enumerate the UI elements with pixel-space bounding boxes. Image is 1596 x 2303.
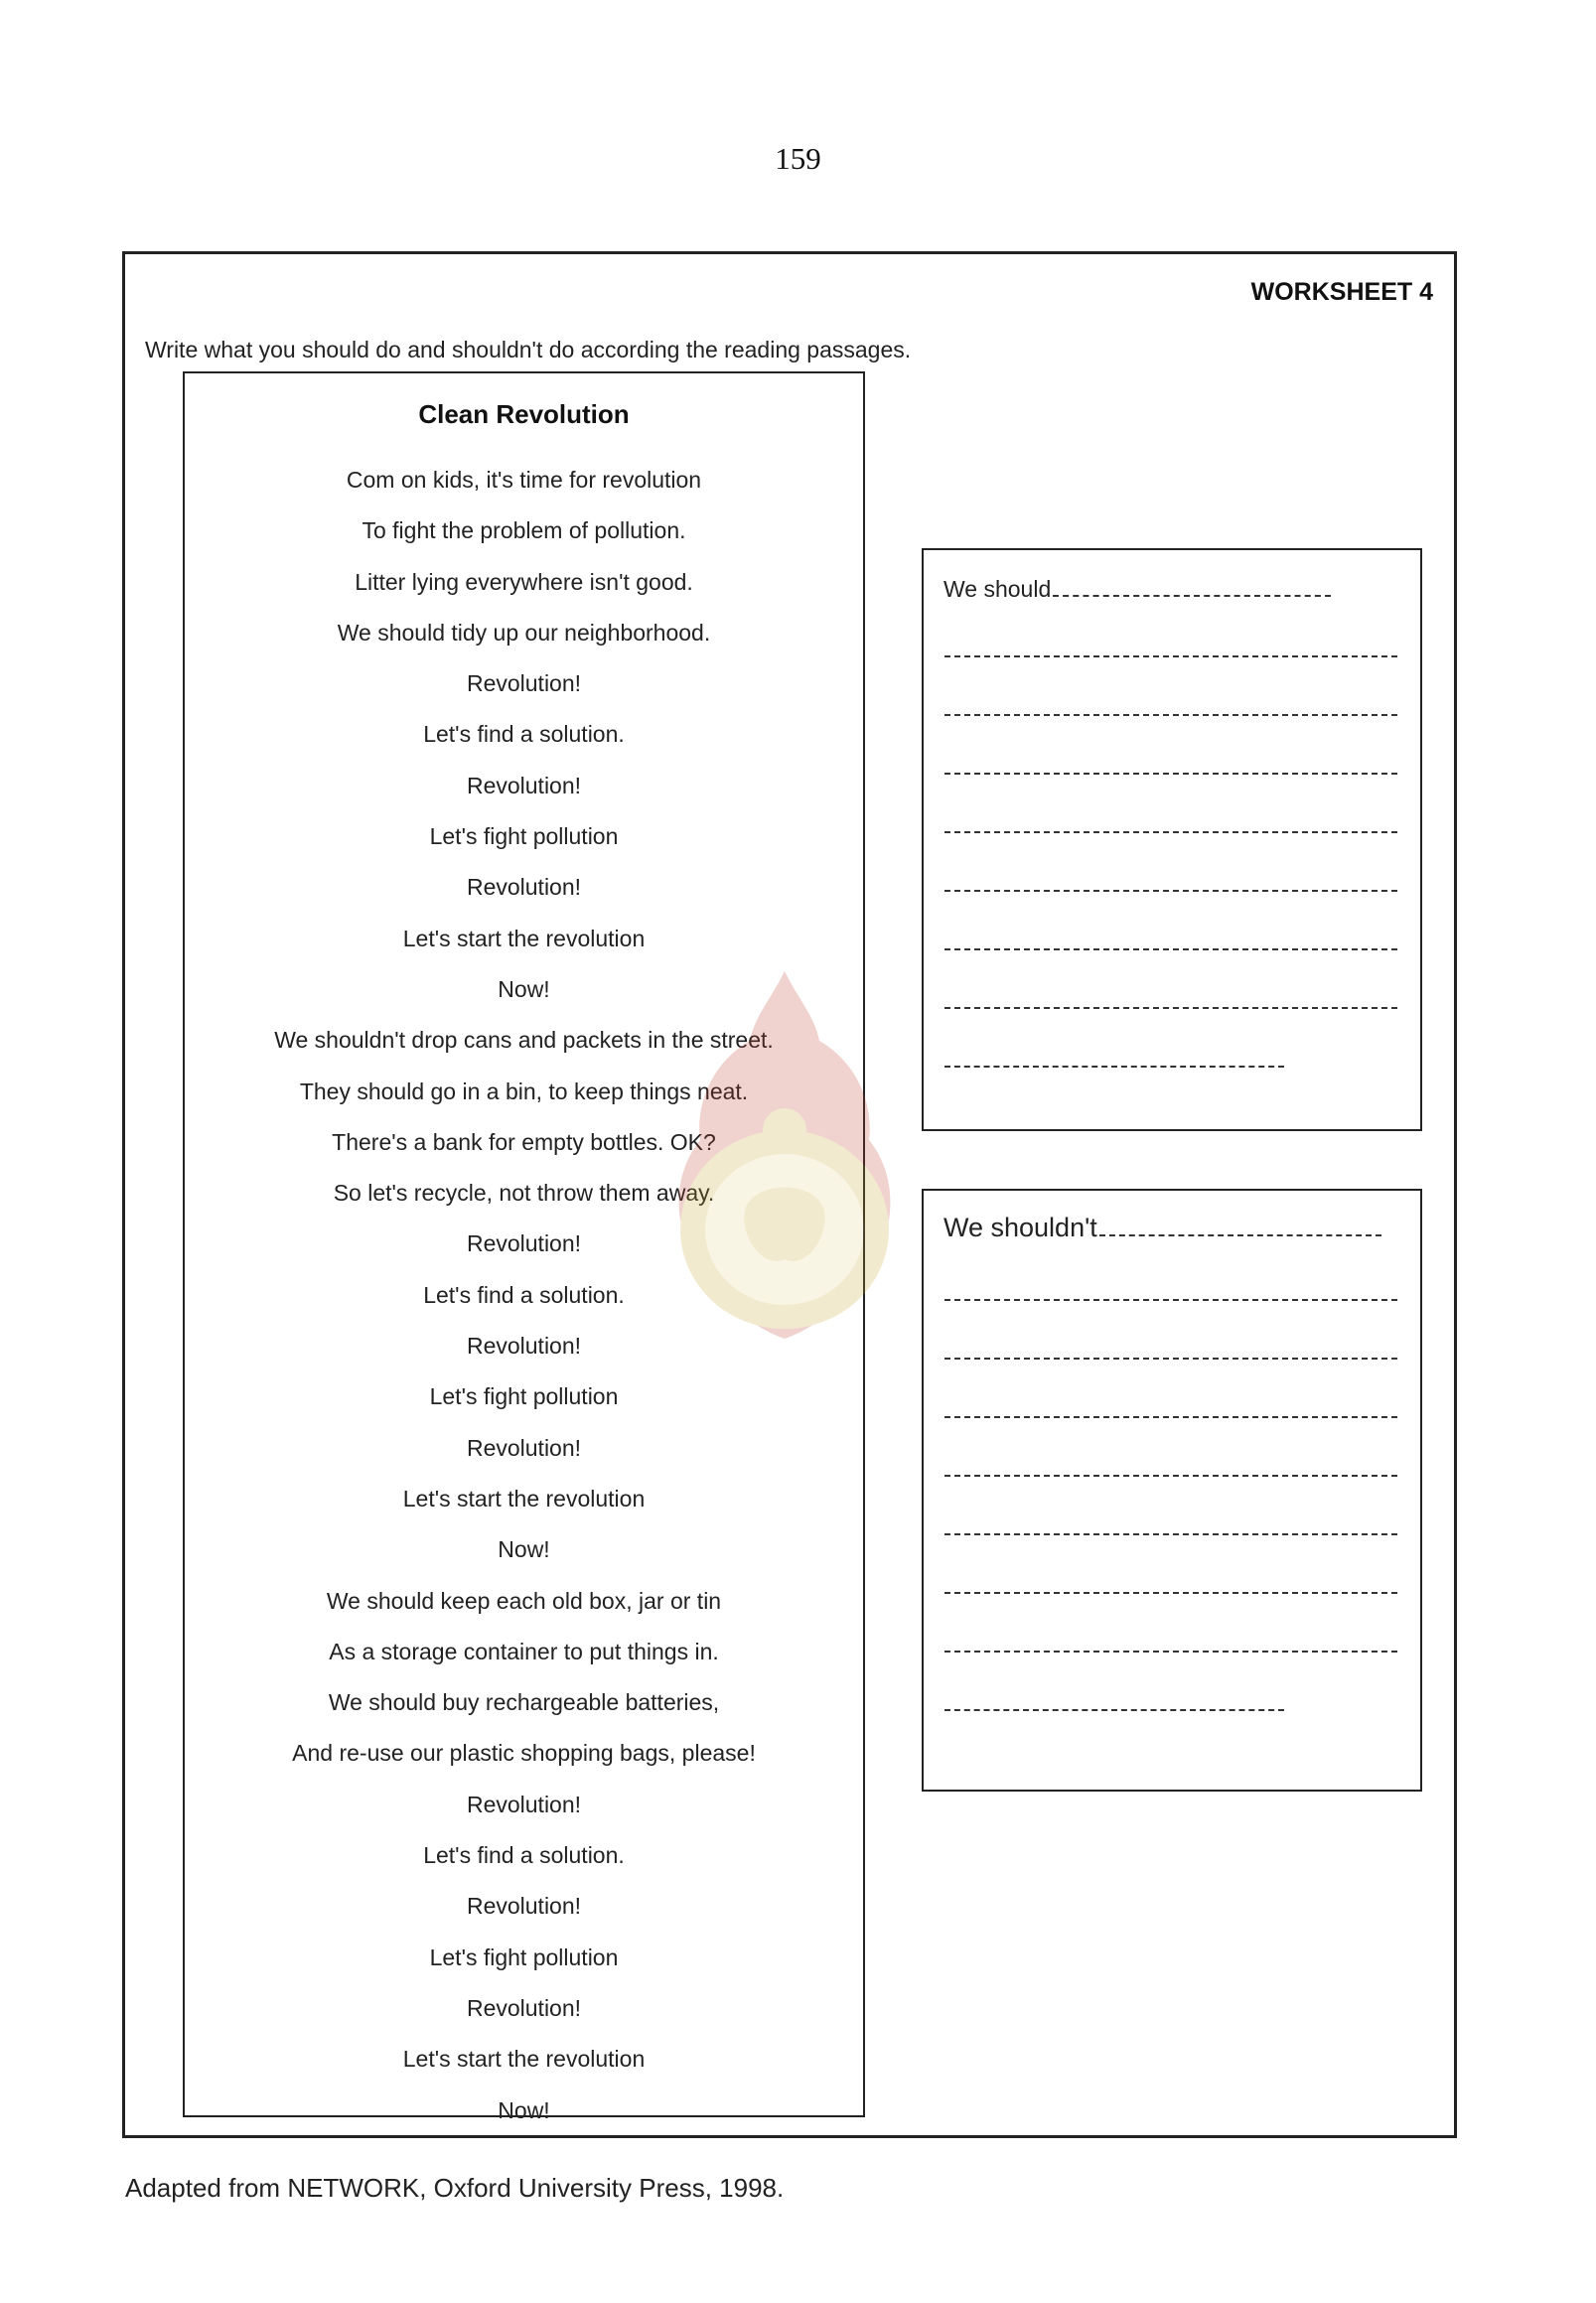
poem-line: So let's recycle, not throw them away. — [333, 1180, 715, 1207]
should-prompt — [943, 576, 1331, 603]
shouldnt-line-3[interactable] — [944, 1416, 1397, 1418]
shouldnt-line-2[interactable] — [944, 1358, 1397, 1360]
should-line-1[interactable] — [944, 655, 1397, 657]
shouldnt-line-6[interactable] — [944, 1592, 1397, 1594]
poem-line: Let's start the revolution — [402, 1485, 646, 1511]
poem-line: Litter lying everywhere isn't good. — [355, 568, 693, 595]
poem-line: Let's start the revolution — [402, 2046, 646, 2073]
poem-line: Revolution! — [466, 1434, 582, 1461]
worksheet-instruction: Write what you should do and shouldn't do according the reading passages. — [145, 337, 912, 362]
poem-line: Let's fight pollution — [429, 1943, 619, 1970]
should-line-2[interactable] — [944, 714, 1397, 716]
source-footer: Adapted from NETWORK, Oxford University Press, 1998. — [125, 2173, 785, 2203]
poem-line: We should buy rechargeable batteries, — [328, 1689, 720, 1716]
poem-line: As a storage container to put things in. — [329, 1638, 719, 1664]
poem-line: They should go in a bin, to keep things neat. — [299, 1078, 749, 1104]
poem-line: We shouldn't drop cans and packets in the street. — [274, 1027, 774, 1054]
watermark-seal-icon — [655, 961, 914, 1349]
poem-line: Now! — [498, 975, 550, 1002]
poem-line: Revolution! — [466, 1791, 582, 1817]
poem-line: Let's find a solution. — [423, 1281, 625, 1308]
should-line-3[interactable] — [944, 773, 1397, 775]
should-line-7[interactable] — [944, 1007, 1397, 1009]
poem-line: Now! — [498, 1536, 550, 1563]
poem-line: Revolution! — [466, 1994, 582, 2021]
shouldnt-line-1[interactable] — [944, 1299, 1397, 1301]
poem-line: Now! — [498, 2096, 550, 2123]
poem-line: To fight the problem of pollution. — [362, 517, 686, 544]
should-line-4[interactable] — [944, 831, 1397, 833]
should-line-5[interactable] — [944, 890, 1397, 892]
poem-line: Let's find a solution. — [423, 1842, 625, 1869]
page-number: 159 — [775, 141, 821, 176]
should-answer-box — [922, 548, 1422, 1131]
shouldnt-line-7[interactable] — [944, 1651, 1397, 1653]
shouldnt-blank[interactable] — [1099, 1234, 1381, 1236]
poem-line: Revolution! — [466, 670, 582, 697]
poem-line: There's a bank for empty bottles. OK? — [332, 1128, 716, 1155]
poem-line: We should tidy up our neighborhood. — [337, 619, 711, 646]
shouldnt-line-5[interactable] — [944, 1533, 1397, 1535]
poem-line: Let's fight pollution — [429, 823, 619, 850]
should-prompt-label: We should — [943, 576, 1052, 602]
should-line-8[interactable] — [944, 1066, 1284, 1068]
poem-line: We should keep each old box, jar or tin — [326, 1587, 722, 1614]
worksheet-label: WORKSHEET 4 — [1250, 278, 1433, 306]
poem-title: Clean Revolution — [418, 399, 630, 429]
poem-line: Revolution! — [466, 1230, 582, 1257]
should-blank[interactable] — [1053, 595, 1331, 597]
poem-line: And re-use our plastic shopping bags, please! — [292, 1740, 756, 1767]
poem-line: Let's find a solution. — [423, 721, 625, 748]
poem-line: Revolution! — [466, 874, 582, 901]
poem-line: Revolution! — [466, 1893, 582, 1920]
shouldnt-prompt — [943, 1213, 1381, 1243]
shouldnt-line-8[interactable] — [944, 1709, 1284, 1711]
shouldnt-prompt-label: We shouldn't — [943, 1213, 1097, 1242]
poem-line: Revolution! — [466, 772, 582, 798]
should-line-6[interactable] — [944, 948, 1397, 950]
shouldnt-answer-box — [922, 1189, 1422, 1792]
poem-line: Let's start the revolution — [402, 925, 646, 951]
shouldnt-line-4[interactable] — [944, 1475, 1397, 1477]
poem-line: Com on kids, it's time for revolution — [346, 467, 702, 493]
poem-line: Revolution! — [466, 1333, 582, 1360]
poem-line: Let's fight pollution — [429, 1383, 619, 1410]
